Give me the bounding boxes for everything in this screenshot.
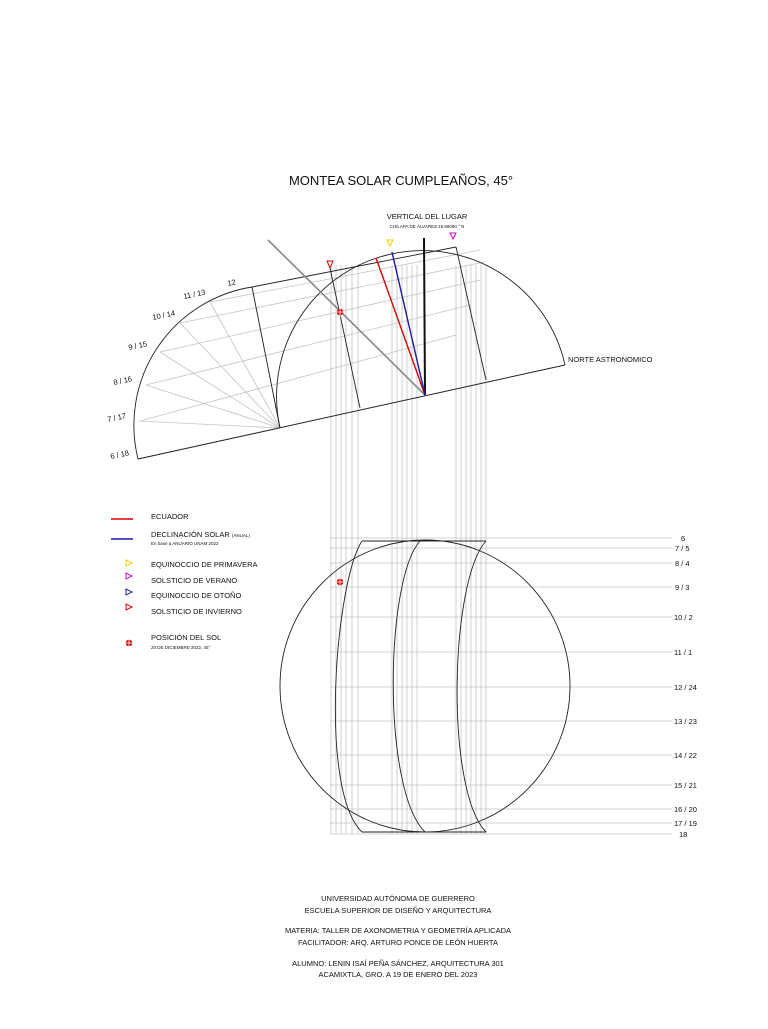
- location-label: CHILAPA DE ÁLVAREZ 19.69090 ° N: [389, 224, 465, 229]
- footer-student: ALUMNO: LENIN ISAÍ PEÑA SÁNCHEZ, ARQUITECTURA 301: [292, 959, 504, 968]
- legend-spring-icon: [126, 560, 132, 566]
- spring-equinox-marker: [387, 240, 393, 246]
- sun-path-equinox: [393, 541, 425, 832]
- right-hour-label: 6: [681, 534, 686, 543]
- hour-fan-line: [139, 421, 280, 428]
- top-chord: [252, 247, 456, 287]
- right-hour-label: 13 / 23: [674, 717, 697, 726]
- band-parallel-line: [146, 305, 470, 385]
- legend-sun-label: POSICIÓN DEL SOL: [151, 633, 222, 642]
- right-hour-label: 11 / 1: [674, 648, 693, 657]
- sheet-title: MONTEA SOLAR CUMPLEAÑOS, 45°: [288, 173, 514, 188]
- right-hour-label: 16 / 20: [674, 805, 697, 814]
- plan-diagram: [280, 420, 697, 839]
- celestial-semicircle: [277, 251, 565, 428]
- right-hour-label: 15 / 21: [674, 781, 697, 790]
- right-hour-label: 18: [679, 830, 688, 839]
- vertical-projection-lines: [331, 420, 486, 834]
- winter-solstice-marker: [327, 261, 333, 268]
- sun-position-lower: [335, 577, 345, 587]
- legend-summer-icon: [126, 573, 132, 579]
- legend-summer-label: SOLSTICIO DE VERANO: [151, 576, 238, 585]
- legend-spring-label: EQUINOCCIO DE PRIMAVERA: [151, 560, 258, 569]
- footer-university: UNIVERSIDAD AUTÓNOMA DE GUERRERO: [321, 894, 475, 903]
- arc-hour-label: 6 / 18: [109, 448, 130, 461]
- hour-fan-line: [160, 352, 280, 428]
- arc-hour-label: 10 / 14: [151, 308, 176, 322]
- legend-autumn-icon: [126, 589, 132, 595]
- legend-sun-note: 20 DE DICIEMBRE 2022, 45°: [151, 645, 211, 650]
- footer-teacher: FACILITADOR: ARQ. ARTURO PONCE DE LEÓN HUERTA: [298, 938, 498, 947]
- summer-solstice-marker: [450, 233, 456, 239]
- legend-ecuador-label: ECUADOR: [151, 512, 189, 521]
- right-hour-label: 14 / 22: [674, 751, 697, 760]
- arc-hour-label: 9 / 15: [127, 339, 148, 352]
- right-hour-label: 12 / 24: [674, 683, 697, 692]
- elevation-diagram: [107, 212, 653, 461]
- legend-winter-icon: [126, 604, 132, 610]
- vertical-line: [424, 238, 425, 395]
- plan-circle: [280, 540, 570, 832]
- right-hour-label: 7 / 5: [675, 544, 690, 553]
- footer-course: MATERIA: TALLER DE AXONOMETRIA Y GEOMETRÍA APLICADA: [284, 926, 512, 935]
- right-hour-label: 10 / 2: [674, 613, 693, 622]
- footer-credits: [285, 894, 511, 979]
- hour-fan-lines: [138, 250, 485, 459]
- arc-hour-label: 8 / 16: [112, 374, 133, 387]
- legend-winter-label: SOLSTICIO DE INVIERNO: [151, 607, 242, 616]
- vertical-label: VERTICAL DEL LUGAR: [386, 212, 468, 221]
- footer-place-date: ACAMIXTLA, GRO. A 19 DE ENERO DEL 2023: [318, 970, 478, 979]
- footer-school: ESCUELA SUPERIOR DE DISEÑO Y ARQUITECTURA: [304, 906, 492, 915]
- band-parallel-line: [210, 250, 480, 302]
- hour-grid-lines: [330, 538, 672, 834]
- right-hour-label: 17 / 19: [674, 819, 697, 828]
- arc-hour-labels: [107, 277, 237, 461]
- legend-sun-icon: [124, 638, 134, 648]
- legend-autumn-label: EQUINOCCIO DE OTOÑO: [151, 591, 242, 600]
- sun-path-summer: [457, 541, 486, 832]
- right-hour-label: 8 / 4: [675, 559, 690, 568]
- legend-declination-label: DECLINACIÓN SOLAR (ANUAL): [151, 530, 250, 539]
- arc-hour-label: 11 / 13: [182, 287, 207, 301]
- arc-hour-label: 7 / 17: [106, 411, 127, 424]
- arc-hour-label: 12: [226, 277, 237, 288]
- north-label: NORTE ASTRONOMICO: [568, 355, 653, 364]
- sun-ray-line: [268, 240, 425, 395]
- right-hour-labels: [674, 534, 697, 839]
- legend-declination-note: En base a ANUARIO UNAM 2022: [151, 541, 219, 546]
- legend: [111, 512, 258, 650]
- winter-solstice-line: [330, 268, 360, 408]
- right-hour-label: 9 / 3: [675, 583, 690, 592]
